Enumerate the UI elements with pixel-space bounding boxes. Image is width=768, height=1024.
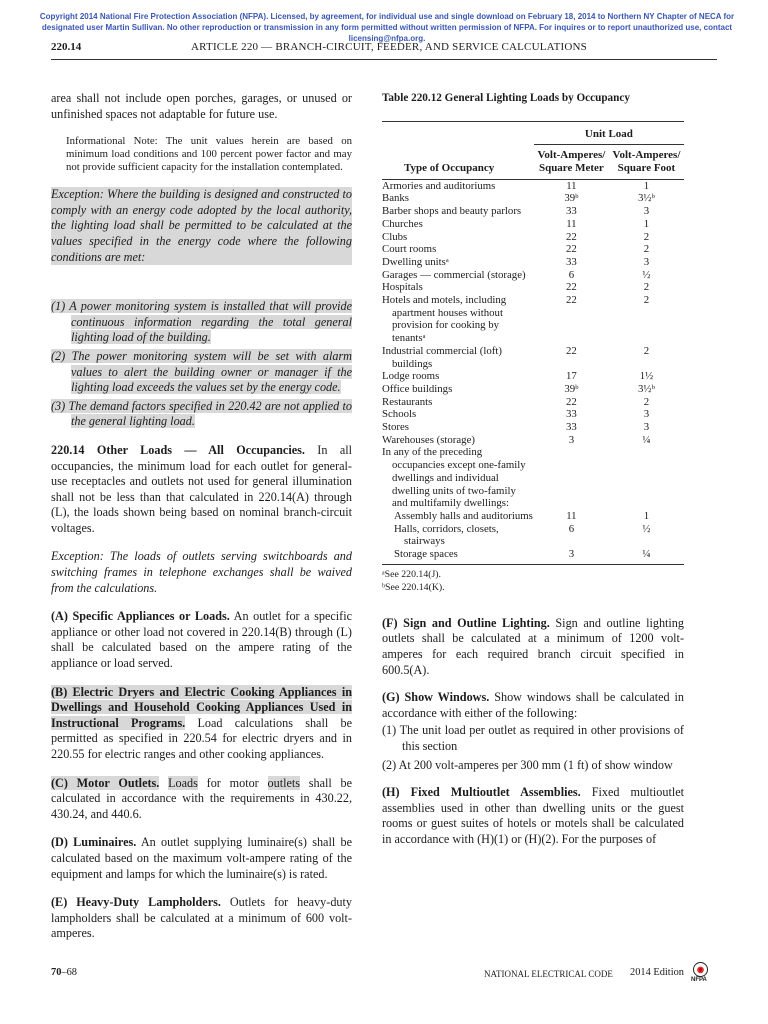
subsection-b: (B) Electric Dryers and Electric Cooking Appliances in Dwellings and Household Cooking Appliances Used in Instructional Programs. Load calculations shall be permitted as specified in 220.54 for electric dryers and in 220.55 for electric ranges and other cooking appliances. [51,684,352,761]
subsection-f: (F) Sign and Outline Lighting. Sign and outline lighting outlets shall be calculated at a minimum of 1200 volt-amperes for each required branch circuit specified in 600.5(A). [382,615,684,677]
table-row [382,446,684,510]
va-sq-foot-cell: 3½ᵇ [638,192,655,205]
exception-conditions-list [51,299,352,430]
va-sq-meter-cell: 17 [565,370,577,383]
va-sq-meter-cell: 39ᵇ [564,192,579,205]
table-row [382,192,684,205]
occupancy-cell: Industrial commercial (loft) buildings [382,344,502,370]
subsection-h: (H) Fixed Multioutlet Assemblies. Fixed multioutlet assemblies used in other than dwelling units or the guest rooms or guest suites of hotels or motels shall be calculated in accordance with (H)(1) or (H)(2). For the purposes of [382,785,685,846]
table-footnote-a: ᵃSee 220.14(J). [382,568,442,580]
occupancy-cell: Hospitals [382,281,423,294]
occupancy-cell: Schools [382,408,417,421]
va-sq-meter-cell: 33 [565,255,577,268]
show-windows-list [382,723,684,773]
footer-edition: 2014 Edition [630,967,684,978]
va-sq-foot-cell: 1 [643,509,650,522]
informational-note: Informational Note: The unit values herein are based on minimum load conditions and 100 percent power factor and may not provide sufficient capacity for the installation contemplated. [66,135,352,174]
va-sq-foot-cell: 1½ [639,370,654,383]
table-row [382,218,684,231]
table-body [382,179,684,561]
list-item: (2) At 200 volt-amperes per 300 mm (1 ft) of show window [382,757,673,772]
va-sq-meter-cell: 33 [565,205,577,218]
table-row [382,421,684,434]
section-220-14: 220.14 Other Loads — All Occupancies. In all occupancies, the minimum load for each outlet for general-use receptacles and outlets not used for general illumination shall not be less than that calculated in 220.14(A) through (L), the loads shown being based on nominal branch-circuit voltages. [51,442,352,535]
occupancy-cell: In any of the preceding occupancies except one-family dwellings and individual dwelling units of two-family and multifamily dwellings: [382,446,526,510]
table-row [382,243,684,256]
table-row [382,179,684,192]
occupancy-cell: Court rooms [382,243,437,256]
page-number: 70–68 [51,967,77,978]
va-sq-meter-cell: 22 [565,294,577,307]
occupancy-cell: Stores [382,421,409,434]
list-item: (2) The power monitoring system will be set with alarm values to alert the building owner or manager if the lighting load exceeds the values set by the energy code. [51,348,352,395]
nfpa-logo-icon: ◉ [693,962,708,977]
copyright-notice: Copyright 2014 National Fire Protection Association (NFPA). Licensed, by agreement, for individual use and single download on February 18, 2014 to Northern NY Chapter of NECA for designated user Martin Sullivan. No other reproduction or transmission in any form permitted without written permission of NFPA. For inquires or to report unauthorized use, contact licensing@nfpa.org. [39,12,735,43]
va-sq-meter-cell: 3 [568,548,575,561]
va-sq-foot-cell: 3 [643,408,650,421]
table-title: Table 220.12 General Lighting Loads by Occupancy [382,92,630,104]
unit-load-header: Unit Load [534,122,684,145]
va-sq-foot-cell: 1 [643,217,650,230]
va-sq-meter-cell: 11 [566,179,577,192]
occupancy-cell: Banks [382,192,409,205]
exception-telephone: Exception: The loads of outlets serving switchboards and switching frames in telephone exchanges shall be waived from the calculations. [51,549,352,595]
subsection-c: (C) Motor Outlets. Loads for motor outlets shall be calculated in accordance with the requirements in 430.22, 430.24, and 440.6. [51,775,353,821]
table-row [382,383,684,396]
va-sq-meter-cell: 6 [568,522,575,535]
occupancy-cell: Restaurants [382,395,433,408]
va-sq-meter-cell [534,446,609,510]
nfpa-logo-text: NFPA [691,977,707,983]
va-sq-foot-cell: ¼ [642,433,651,446]
table-row [382,434,684,447]
va-sq-foot-cell: 2 [643,294,650,307]
table-footnote-b: ᵇSee 220.14(K). [382,581,445,593]
va-sq-foot-cell: ½ [642,268,651,281]
va-sq-foot-cell: 2 [643,281,650,294]
va-sq-meter-cell: 22 [565,243,577,256]
subsection-a: (A) Specific Appliances or Loads. An outlet for a specific appliance or other load not covered in 220.14(B) through (L) shall be calculated based on the ampere rating of the appliance or load served. [51,609,353,671]
va-sq-meter-cell: 39ᵇ [564,382,579,395]
table-row [382,231,684,244]
occupancy-cell: Assembly halls and auditoriums [394,509,533,522]
va-sq-meter-cell: 6 [568,268,575,281]
table-row [382,523,684,548]
table-row [382,345,684,370]
va-sq-foot-cell: 2 [643,230,650,243]
table-row [382,256,684,269]
occupancy-cell: Halls, corridors, closets, stairways [394,522,499,548]
va-sq-foot-cell: 3 [643,205,650,218]
section-heading: 220.14 Other Loads — All Occupancies. [51,442,305,457]
va-sq-meter-cell: 11 [566,217,577,230]
header-rule [51,59,717,60]
occupancy-cell: Office buildings [382,382,453,395]
va-sq-meter-cell: 22 [565,344,577,357]
va-sq-foot-cell: ¼ [642,548,651,561]
table-bottom-rule [382,564,684,565]
col-header-sq-meter: Volt-Amperes/ Square Meter [537,149,606,174]
table-row [382,269,684,282]
va-sq-foot-cell: ½ [642,522,651,535]
occupancy-cell: Lodge rooms [382,370,440,383]
va-sq-foot-cell: 3½ᵇ [638,382,655,395]
va-sq-foot-cell [609,446,684,510]
col-header-sq-foot: Volt-Amperes/ Square Foot [612,149,681,174]
list-item: (1) A power monitoring system is installed that will provide continuous information regarding the total general lighting load of the building. [51,299,352,345]
subsection-e: (E) Heavy-Duty Lampholders. Outlets for heavy-duty lampholders shall be calculated at a minimum of 600 volt-amperes. [51,895,352,941]
occupancy-cell: Storage spaces [394,548,458,561]
va-sq-foot-cell: 2 [643,344,650,357]
table-row [382,205,684,218]
footer-code-name: NATIONAL ELECTRICAL CODE [484,969,613,979]
header-article-title: ARTICLE 220 — BRANCH-CIRCUIT, FEEDER, AND SERVICE CALCULATIONS [191,41,587,53]
list-item: (1) The unit load per outlet as required in other provisions of this section [382,723,684,753]
occupancy-cell: Dwelling unitsᵃ [382,255,449,268]
table-row [382,548,684,561]
exception-energy-code: Exception: Where the building is designed and constructed to comply with an energy code adopted by the local authority, the lighting load shall be permitted to be calculated at the values specified in the energy code where the following conditions are met: [51,187,352,264]
occupancy-cell: Garages — commercial (storage) [382,268,526,281]
right-column [382,91,684,860]
occupancy-cell: Warehouses (storage) [382,433,475,446]
paragraph: area shall not include open porches, garages, or unused or unfinished spaces not adaptable for future use. [51,91,352,121]
va-sq-foot-cell: 2 [643,395,650,408]
va-sq-meter-cell: 33 [565,421,577,434]
va-sq-meter-cell: 22 [565,230,577,243]
va-sq-meter-cell: 3 [568,433,575,446]
table-row [382,370,684,383]
table-row [382,396,684,409]
subsection-g: (G) Show Windows. Show windows shall be calculated in accordance with either of the following: [382,690,684,720]
right-sections [382,616,684,848]
occupancy-cell: Churches [382,217,423,230]
va-sq-foot-cell: 3 [643,421,650,434]
table-row [382,281,684,294]
lighting-load-table [382,122,684,561]
va-sq-foot-cell: 3 [643,255,650,268]
va-sq-foot-cell: 2 [643,243,650,256]
col-header-type: Type of Occupancy [404,162,495,174]
occupancy-cell: Clubs [382,230,408,243]
va-sq-foot-cell: 1 [643,179,650,192]
table-row [382,408,684,421]
va-sq-meter-cell: 22 [565,281,577,294]
header-section-number: 220.14 [51,41,82,53]
list-item: (3) The demand factors specified in 220.42 are not applied to the general lighting load. [51,398,352,429]
va-sq-meter-cell: 22 [565,395,577,408]
subsection-d: (D) Luminaires. An outlet supplying luminaire(s) shall be calculated based on the maximum volt-ampere rating of the equipment and lamps for which the luminaire(s) is rated. [51,835,353,881]
occupancy-cell: Armories and auditoriums [382,179,496,192]
va-sq-meter-cell: 11 [566,509,577,522]
left-column [51,91,352,955]
occupancy-cell: Hotels and motels, including apartment houses without provision for cooking by tenantsᵃ [382,294,507,345]
table-row [382,294,684,345]
va-sq-meter-cell: 33 [565,408,577,421]
table-row [382,510,684,523]
occupancy-cell: Barber shops and beauty parlors [382,205,522,218]
